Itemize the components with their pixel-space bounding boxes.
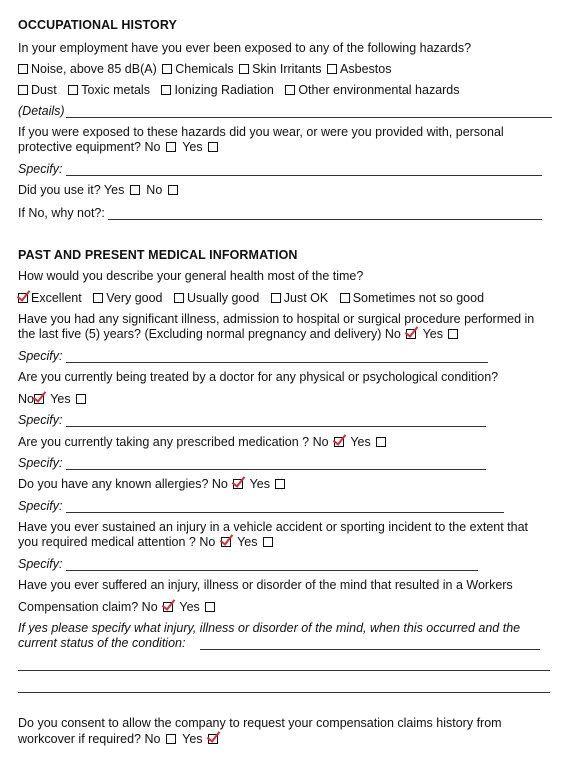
illness-specify-line[interactable] <box>66 362 488 363</box>
ppe-question-line2 <box>18 140 221 155</box>
health-excellent-checkbox[interactable] <box>18 293 28 303</box>
why-not-label: If No, why not?: <box>18 206 105 220</box>
checkbox-skin-irritants[interactable] <box>239 64 249 74</box>
checkbox-ionizing-radiation[interactable] <box>161 85 171 95</box>
mind-specify-input-line[interactable] <box>200 649 540 650</box>
consent-no-checkbox[interactable] <box>166 734 176 744</box>
medication-specify-label: Specify: <box>18 456 63 470</box>
health-excellent-label: Excellent <box>31 291 82 305</box>
medication-yes-label: Yes <box>350 435 371 449</box>
label-asbestos: Asbestos <box>340 62 392 76</box>
label-dust: Dust <box>31 83 57 97</box>
treated-no-label: No <box>18 392 34 406</box>
label-other-hazards: Other environmental hazards <box>298 83 460 97</box>
injury-specify-line[interactable] <box>66 570 478 571</box>
hazards-row-2 <box>18 83 460 98</box>
allergies-specify-label: Specify: <box>18 499 63 513</box>
use-yes-checkbox[interactable] <box>130 185 140 195</box>
mind-extra-line-1[interactable] <box>18 670 550 671</box>
injury-question-text: you required medical attention ? No <box>18 535 216 549</box>
allergies-specify-line[interactable] <box>66 512 504 513</box>
illness-yes-label: Yes <box>422 327 443 341</box>
section-title-occupational: OCCUPATIONAL HISTORY <box>18 18 177 32</box>
ppe-yes-label: Yes <box>182 140 203 154</box>
use-question-text: Did you use it? Yes <box>18 183 125 197</box>
allergies-yes-checkbox[interactable] <box>275 479 285 489</box>
use-question <box>18 183 181 198</box>
label-noise: Noise, above 85 dB(A) <box>31 62 157 76</box>
health-usually-good-label: Usually good <box>187 291 260 305</box>
ppe-question-text: protective equipment? No <box>18 140 161 154</box>
medication-question-text: Are you currently taking any prescribed medication ? No <box>18 435 329 449</box>
consent-question-text: workcover if required? No <box>18 732 161 746</box>
why-not-line[interactable] <box>108 219 542 220</box>
checkbox-dust[interactable] <box>18 85 28 95</box>
health-just-ok-checkbox[interactable] <box>271 293 281 303</box>
allergies-yes-label: Yes <box>249 477 270 491</box>
treated-specify-line[interactable] <box>66 426 486 427</box>
ppe-question-line1: If you were exposed to these hazards did you wear, or were you provided with, personal <box>18 125 504 139</box>
checkbox-chemicals[interactable] <box>162 64 172 74</box>
mind-extra-line-2[interactable] <box>18 692 550 693</box>
consent-question-line1: Do you consent to allow the company to request your compensation claims history from <box>18 716 502 730</box>
medication-question <box>18 435 389 450</box>
mind-question-line2 <box>18 600 218 615</box>
allergies-no-checkbox[interactable] <box>233 479 243 489</box>
treated-yes-label: Yes <box>50 392 71 406</box>
illness-question-line1: Have you had any significant illness, admission to hospital or surgical procedure performed in <box>18 312 535 326</box>
medication-yes-checkbox[interactable] <box>376 437 386 447</box>
medication-specify-line[interactable] <box>66 469 486 470</box>
health-usually-good-checkbox[interactable] <box>174 293 184 303</box>
health-not-so-good-label: Sometimes not so good <box>352 291 485 305</box>
ppe-no-checkbox[interactable] <box>166 142 176 152</box>
health-just-ok-label: Just OK <box>283 291 329 305</box>
hazards-question: In your employment have you ever been exposed to any of the following hazards? <box>18 41 472 55</box>
mind-question-line1: Have you ever suffered an injury, illness or disorder of the mind that resulted in a Workers <box>18 578 513 592</box>
injury-yes-label: Yes <box>237 535 258 549</box>
details-label: (Details) <box>18 104 65 118</box>
treated-question: Are you currently being treated by a doctor for any physical or psychological condition? <box>18 370 499 384</box>
consent-yes-label: Yes <box>182 732 203 746</box>
label-toxic-metals: Toxic metals <box>81 83 150 97</box>
treated-answer <box>18 392 89 407</box>
label-skin-irritants: Skin Irritants <box>252 62 322 76</box>
ppe-yes-checkbox[interactable] <box>208 142 218 152</box>
mind-question-text: Compensation claim? No <box>18 600 158 614</box>
checkbox-toxic-metals[interactable] <box>68 85 78 95</box>
details-input-line[interactable] <box>66 117 552 118</box>
illness-question-line2 <box>18 327 461 342</box>
health-very-good-label: Very good <box>106 291 163 305</box>
injury-specify-label: Specify: <box>18 557 63 571</box>
treated-no-checkbox[interactable] <box>34 394 44 404</box>
ppe-specify-label: Specify: <box>18 162 63 176</box>
health-options <box>18 291 484 306</box>
label-ionizing-radiation: Ionizing Radiation <box>174 83 274 97</box>
illness-specify-label: Specify: <box>18 349 63 363</box>
treated-specify-label: Specify: <box>18 413 63 427</box>
mind-no-checkbox[interactable] <box>163 602 173 612</box>
health-very-good-checkbox[interactable] <box>93 293 103 303</box>
checkbox-asbestos[interactable] <box>327 64 337 74</box>
illness-question-text: the last five (5) years? (Excluding normal pregnancy and delivery) No <box>18 327 401 341</box>
injury-yes-checkbox[interactable] <box>263 537 273 547</box>
checkbox-noise[interactable] <box>18 64 28 74</box>
illness-yes-checkbox[interactable] <box>448 329 458 339</box>
mind-yes-checkbox[interactable] <box>205 602 215 612</box>
allergies-question-text: Do you have any known allergies? No <box>18 477 228 491</box>
use-no-checkbox[interactable] <box>168 185 178 195</box>
section-title-medical: PAST AND PRESENT MEDICAL INFORMATION <box>18 248 298 262</box>
health-not-so-good-checkbox[interactable] <box>340 293 350 303</box>
mind-specify-line1: If yes please specify what injury, illness or disorder of the mind, when this occurred and the <box>18 621 521 635</box>
label-chemicals: Chemicals <box>175 62 234 76</box>
injury-question-line2 <box>18 535 276 550</box>
ppe-specify-line[interactable] <box>66 175 542 176</box>
checkbox-other-hazards[interactable] <box>285 85 295 95</box>
mind-specify-line2: current status of the condition: <box>18 636 186 650</box>
medication-no-checkbox[interactable] <box>334 437 344 447</box>
treated-yes-checkbox[interactable] <box>76 394 86 404</box>
use-no-label: No <box>146 183 163 197</box>
injury-no-checkbox[interactable] <box>221 537 231 547</box>
consent-yes-checkbox[interactable] <box>208 734 218 744</box>
hazards-row-1 <box>18 62 391 77</box>
consent-question-line2 <box>18 732 221 747</box>
injury-question-line1: Have you ever sustained an injury in a vehicle accident or sporting incident to the extent that <box>18 520 529 534</box>
allergies-question <box>18 477 288 492</box>
mind-yes-label: Yes <box>179 600 200 614</box>
illness-no-checkbox[interactable] <box>406 329 416 339</box>
health-question: How would you describe your general health most of the time? <box>18 269 364 283</box>
